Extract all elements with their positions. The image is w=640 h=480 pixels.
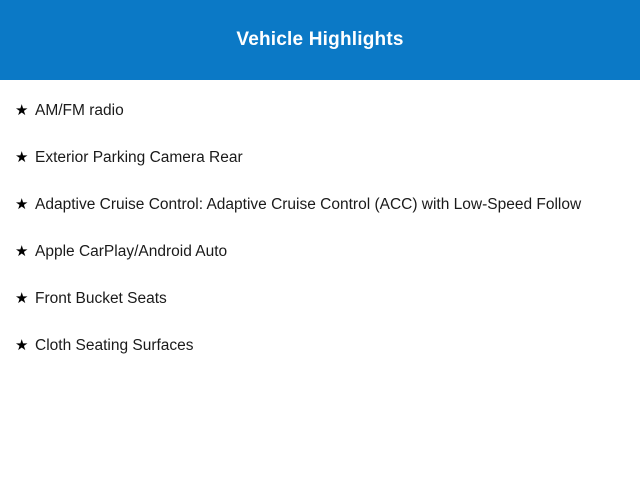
list-item bbox=[14, 100, 626, 122]
star-bullet-icon: ★ bbox=[15, 102, 29, 119]
star-bullet-icon: ★ bbox=[15, 196, 29, 213]
list-item bbox=[14, 335, 626, 357]
star-bullet-icon: ★ bbox=[15, 243, 29, 260]
star-bullet-icon: ★ bbox=[15, 290, 29, 307]
list-item-label: Cloth Seating Surfaces bbox=[35, 337, 194, 354]
star-bullet-icon: ★ bbox=[15, 149, 29, 166]
list-item bbox=[14, 194, 626, 216]
list-item-label: Front Bucket Seats bbox=[35, 290, 167, 307]
list-item-label: Exterior Parking Camera Rear bbox=[35, 149, 243, 166]
list-item bbox=[14, 288, 626, 310]
list-item bbox=[14, 241, 626, 263]
star-bullet-icon: ★ bbox=[15, 337, 29, 354]
list-item-label: AM/FM radio bbox=[35, 102, 124, 119]
list-item bbox=[14, 147, 626, 169]
header-bar bbox=[0, 0, 640, 80]
vehicle-highlights-list bbox=[0, 80, 640, 480]
page-title: Vehicle Highlights bbox=[236, 29, 404, 50]
list-item-label: Apple CarPlay/Android Auto bbox=[35, 243, 228, 260]
list-item-label: Adaptive Cruise Control: Adaptive Cruise Control (ACC) with Low-Speed Follow bbox=[35, 196, 582, 213]
